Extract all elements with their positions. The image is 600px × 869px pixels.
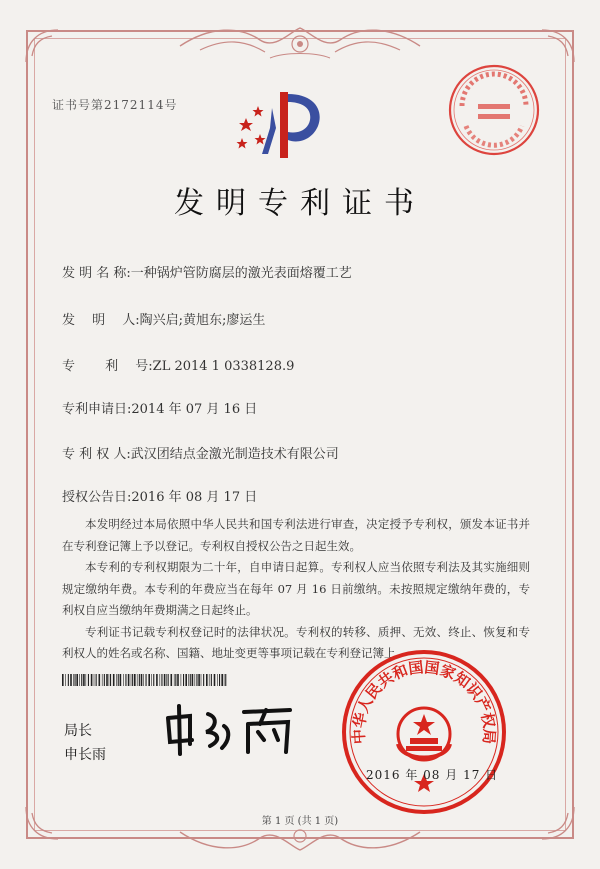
barcode-bar — [125, 674, 126, 686]
barcode-bar — [91, 674, 93, 686]
field-application-date — [62, 398, 257, 417]
barcode-bar — [139, 674, 140, 686]
director-name: 申长雨 — [64, 747, 106, 763]
barcode-bar — [201, 674, 202, 686]
barcode-bar — [134, 674, 136, 686]
barcode-bar — [181, 674, 182, 686]
barcode-bar — [106, 674, 108, 686]
page-footer: 第 1 页 (共 1 页) — [261, 816, 339, 827]
field-invention-name — [62, 262, 352, 281]
barcode-bar — [225, 674, 226, 686]
barcode-bar — [153, 674, 154, 686]
barcode-bar — [123, 674, 124, 686]
field-patentee — [62, 443, 339, 462]
barcode-bar — [174, 674, 175, 686]
certificate-number-label: 证书号第 — [52, 98, 105, 112]
barcode-bar — [131, 674, 132, 686]
barcode-bar — [143, 674, 144, 686]
body-paragraph: 本专利的专利权期限为二十年，自申请日起算。专利权人应当依照专利法及其实施细则规定缴纳年费。本专利的年费应当在每年 07 月 16 日前缴纳。未按照规定缴纳年费的，专利权自应当缴纳年费期满之日起终止。 — [62, 560, 530, 617]
barcode-bar — [156, 674, 158, 686]
barcode-bar — [86, 674, 87, 686]
barcode-bar — [118, 674, 119, 686]
barcode-bar — [128, 674, 130, 686]
field-inventors — [62, 309, 265, 328]
field-label: 专利申请日: — [62, 402, 132, 417]
certificate-title: 发明专利证书 — [174, 186, 426, 221]
barcode-bar — [151, 674, 152, 686]
barcode-bar — [219, 674, 220, 686]
barcode-bar — [102, 674, 103, 686]
barcode-bar — [88, 674, 89, 686]
barcode-bar — [190, 674, 191, 686]
field-value: 武汉团结点金激光制造技术有限公司 — [130, 447, 339, 462]
field-value: 陶兴启;黄旭东;廖运生 — [139, 313, 266, 328]
barcode-bar — [188, 674, 189, 686]
barcode — [62, 674, 230, 686]
barcode-bar — [195, 674, 196, 686]
barcode-bar — [196, 674, 197, 686]
certificate-body — [62, 514, 530, 665]
field-value: 2016 年 08 月 17 日 — [131, 490, 258, 505]
field-label: 授权公告日: — [62, 490, 132, 505]
barcode-bar — [96, 674, 97, 686]
barcode-bar — [217, 674, 218, 686]
corner-ornament-tr — [538, 26, 578, 66]
field-patent-number — [62, 355, 294, 374]
barcode-bar — [109, 674, 110, 686]
barcode-bar — [221, 674, 223, 686]
barcode-bar — [166, 674, 167, 686]
barcode-bar — [160, 674, 161, 686]
official-seal — [340, 648, 508, 816]
field-value: 2014 年 07 月 16 日 — [131, 402, 258, 417]
barcode-bar — [99, 674, 101, 686]
seal-text: 中华人民共和国国家知识产权局 — [349, 658, 499, 745]
barcode-bar — [185, 674, 187, 686]
field-grant-date — [62, 486, 257, 505]
barcode-bar — [211, 674, 212, 686]
barcode-bar — [76, 674, 78, 686]
barcode-bar — [81, 674, 82, 686]
barcode-bar — [164, 674, 166, 686]
field-value: ZL 2014 1 0338128.9 — [152, 359, 295, 374]
barcode-bar — [116, 674, 117, 686]
barcode-bar — [175, 674, 176, 686]
barcode-bar — [161, 674, 162, 686]
barcode-bar — [62, 674, 64, 686]
barcode-bar — [137, 674, 138, 686]
body-paragraph: 专利证书记载专利权登记时的法律状况。专利权的转移、质押、无效、终止、恢复和专利权人的姓名或名称、国籍、地址变更等事项记载在专利登记簿上。 — [62, 624, 530, 660]
stamp-duty-seal — [444, 60, 544, 160]
barcode-bar — [132, 674, 133, 686]
patent-office-logo — [232, 88, 332, 166]
field-value: 一种锅炉管防腐层的激光表面熔覆工艺 — [130, 266, 352, 281]
barcode-bar — [120, 674, 122, 686]
barcode-bar — [73, 674, 74, 686]
barcode-bar — [148, 674, 150, 686]
barcode-bar — [183, 674, 184, 686]
field-label: 专 利 号: — [62, 359, 153, 374]
barcode-bar — [83, 674, 85, 686]
barcode-bar — [214, 674, 216, 686]
top-ornament — [170, 22, 430, 68]
body-paragraph: 本发明经过本局依照中华人民共和国专利法进行审查，决定授予专利权，颁发本证书并在专利登记簿上予以登记。专利权自授权公告之日起生效。 — [62, 517, 530, 553]
barcode-bar — [94, 674, 95, 686]
seal-date: 2016 年 08 月 17 日 — [366, 768, 499, 782]
barcode-bar — [113, 674, 115, 686]
barcode-bar — [168, 674, 169, 686]
barcode-bar — [198, 674, 200, 686]
corner-ornament-tl — [22, 26, 62, 66]
barcode-bar — [177, 674, 179, 686]
barcode-bar — [79, 674, 80, 686]
certificate-number — [52, 96, 177, 113]
barcode-bar — [75, 674, 76, 686]
director-title: 局长 — [64, 723, 92, 739]
barcode-bar — [171, 674, 173, 686]
barcode-bar — [203, 674, 204, 686]
field-label: 发 明 名 称: — [62, 266, 131, 281]
barcode-bar — [224, 674, 225, 686]
certificate-number-value: 2172114 — [104, 98, 165, 112]
barcode-bar — [70, 674, 72, 686]
barcode-bar — [104, 674, 105, 686]
barcode-bar — [206, 674, 208, 686]
barcode-bar — [65, 674, 66, 686]
barcode-bar — [192, 674, 194, 686]
field-label: 专 利 权 人: — [62, 447, 131, 462]
barcode-bar — [68, 674, 69, 686]
field-label: 发 明 人: — [62, 313, 140, 328]
certificate-number-suffix: 号 — [164, 98, 178, 112]
barcode-bar — [146, 674, 147, 686]
director-signature — [160, 700, 300, 760]
barcode-bar — [110, 674, 111, 686]
barcode-bar — [209, 674, 210, 686]
barcode-bar — [141, 674, 143, 686]
